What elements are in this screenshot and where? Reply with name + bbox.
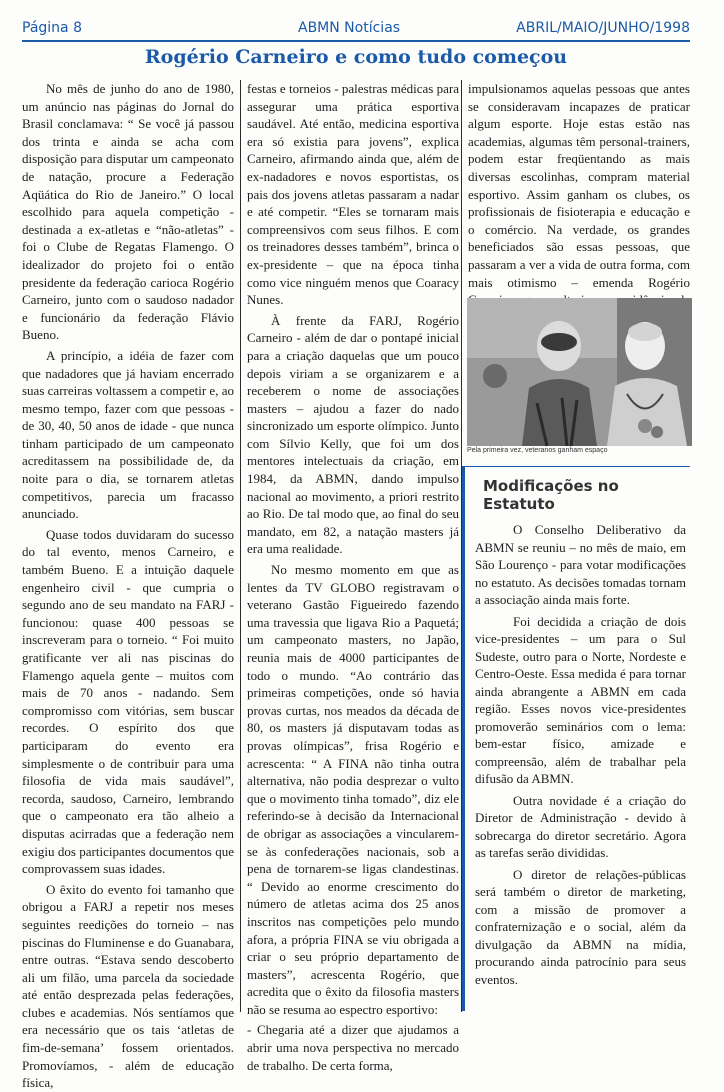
veterans-photo-illustration bbox=[467, 298, 692, 446]
sidebar-paragraph: Foi decidida a criação de dois vice-presidentes – um para o Sul Sudeste, outro para o Norte, Nordeste e Centro-Oeste. Essa medida é para tornar ainda abrangente a ABMN em cada região. Esses novos vice-presidentes promoverão seminários com o lema: bem-estar físico, amizade e compreensão, além de trabalhar pela difusão da ABMN. bbox=[475, 613, 686, 786]
paragraph: festas e torneios - palestras médicas para assegurar uma prática esportiva saudável. Até então, medicina esportiva era só existia para jovens”, explica Carneiro, afirmando ainda que, além de ex-nadadores e novos esportistas, os pais dos jovens atletas passaram a nadar e até competir. “Eles se tornaram mais compreensivos com seus filhos. E com os treinadores desses também”, brinca o ex-presidente – que na época tinha como vice ninguém menos que Coaracy Nunes. bbox=[247, 81, 459, 308]
sidebar-title: Modificações no Estatuto bbox=[483, 477, 619, 513]
photo-caption: Pela primeira vez, veteranos ganham espaço bbox=[467, 447, 608, 454]
paragraph: À frente da FARJ, Rogério Carneiro - além de dar o pontapé inicial para a criação daquelas que um pouco depois viriam a se organizarem e a receberem o nome de associações masters – ajudou a fazer do nado sincronizado um esporte olímpico. Junto com Sílvio Kelly, que foi um dos mentores intelectuais da criação, em 1984, da ABMN, dando impulso nacional ao movimento, a priori restrito ao Rio. De tal modo que, ao final do seu mandato, em 82, a natação masters já era uma realidade. bbox=[247, 312, 459, 557]
paragraph: Quase todos duvidaram do sucesso do tal evento, menos Carneiro, e também Bueno. E a intuição daquele engenheiro civil - que cumpria o segundo ano de seu mandato na FARJ - funcionou: quase 400 pessoas se inscreveram para o torneio. “ Foi muito gratificante ver ali nas piscinas do Flamengo aquela gente – muitos com mais de 70 anos - nadando. Sem compromisso com vitórias, sem buscar recordes. O espírito dos que participaram do evento era simplesmente o de contribuir para uma filosofia de vida mais saudável”, recorda, saudoso, Carneiro, lembrando que o campeonato era tão alheio a disputas acirradas que a federação nem exigiu dos participantes documentos que comprovassem suas idades. bbox=[22, 526, 234, 877]
header-rule bbox=[22, 40, 690, 42]
column-divider bbox=[240, 80, 241, 1012]
page-number: Página 8 bbox=[22, 20, 82, 36]
page-header bbox=[22, 18, 690, 40]
paragraph: No mês de junho do ano de 1980, um anúncio nas páginas do Jornal do Brasil conclamava: “ Se você já passou dos trinta e ainda se acha com disposição para disputar um campeonato de natação, procure a Federação Aqüática do Rio de Janeiro.” O local escolhido para aquela competição - destinada a ex-atletas e “não-atletas” - foi o Clube de Regatas Flamengo. O idealizador do projeto foi o então presidente da federação carioca Rogério Carneiro, junto com o saudoso nadador e funcionário da federação Flávio Bueno. bbox=[22, 81, 234, 343]
article-column-3 bbox=[468, 80, 690, 295]
issue-date: ABRIL/MAIO/JUNHO/1998 bbox=[516, 20, 690, 36]
article-title: Rogério Carneiro e como tudo começou bbox=[144, 46, 568, 68]
sidebar-paragraph: Outra novidade é a criação do Diretor de Administração - devido à sobrecarga do diretor secretário. Agora as tarefas serão divididas. bbox=[475, 792, 686, 860]
article-column-2 bbox=[247, 80, 459, 1073]
statute-sidebar-box bbox=[462, 466, 690, 1011]
sidebar-paragraph: O Conselho Deliberativo da ABMN se reuniu – no mês de maio, em São Lourenço - para votar modificações no estatuto. As decisões tomadas tornam a associação ainda mais forte. bbox=[475, 522, 686, 607]
article-column-1 bbox=[22, 80, 234, 1091]
sidebar-paragraph: O diretor de relações-públicas será também o diretor de marketing, com a missão de promover a confraternização e o social, além da divulgação da ABMN na mídia, procurando ainda patrocínio para seus eventos. bbox=[475, 866, 686, 987]
paragraph: O êxito do evento foi tamanho que obrigou a FARJ a repetir nos meses seguintes reedições do torneio – nas piscinas do Fluminense e do Guanabara, entre outras. “Estava sendo descoberto ali um filão, uma parcela da sociedade até então desprezada pelas federações, clubes e academias. Nós sentíamos que era necessário que os tais ‘atletas de fim-de-semana’ fossem orientados. Promovíamos, - além de educação física, bbox=[22, 881, 234, 1091]
publication-name: ABMN Notícias bbox=[298, 20, 401, 36]
paragraph: No mesmo momento em que as lentes da TV GLOBO registravam o veterano Gastão Figueiredo fazendo uma travessia que ligava Rio a Paquetá; um campeonato masters, no Japão, reunia mais de 4000 participantes de todo o mundo. “Ao contrário das primeiras competições, onde só havia provas curtas, nos meados da década de 80, os masters já disputavam todas as provas olímpicas”, frisa Rogério e acrescenta: “ A FINA não tinha outra alternativa, não podia desprezar o vulto que o movimento tinha tomado”, diz ele referindo-se à decisão da Internacional de obrigar as associações a vincularem-se às confederações nacionais, sob a pena de tornarem-se ligas clandestinas. “ Devido ao enorme crescimento do número de atletas acima dos 25 anos inscritos nas competições pelo mundo afora, a própria FINA se viu obrigada a criar o seu próprio departamento de masters”, acrescenta Rogério, que acredita que o êxito da filosofia masters não se resuma ao espectro esportivo: bbox=[247, 562, 459, 1017]
paragraph: impulsionamos aquelas pessoas que antes se consideravam incapazes de praticar algum esporte. Hoje estas estão nas academias, algumas têm personal-trainers, podem estar freqüentando as mais diversas escolinhas, compram material esportivo. Assim ganham os clubes, os profissionais de fisioterapia e educação e o comércio. Na verdade, os grandes beneficiados são essas pessoas, que passaram a ver a vida de outra forma, com mais otimismo – emenda Rogério bbox=[468, 81, 690, 290]
paragraph: - Chegaria até a dizer que ajudamos a abrir uma nova perspectiva no mercado de trabalho. De certa forma, bbox=[247, 1022, 459, 1073]
veterans-photo bbox=[467, 298, 692, 446]
paragraph: A princípio, a idéia de fazer com que nadadores que já haviam encerrado suas carreiras voltassem a competir e, ao mesmo tempo, fazer com que pessoas - de 30, 40, 50 anos de idade - que nunca tinham participado de um campeonato acreditassem na possibilidade de, da noite para o dia, se tornarem atletas competitivos, parecia um fracasso anunciado. bbox=[22, 347, 234, 522]
